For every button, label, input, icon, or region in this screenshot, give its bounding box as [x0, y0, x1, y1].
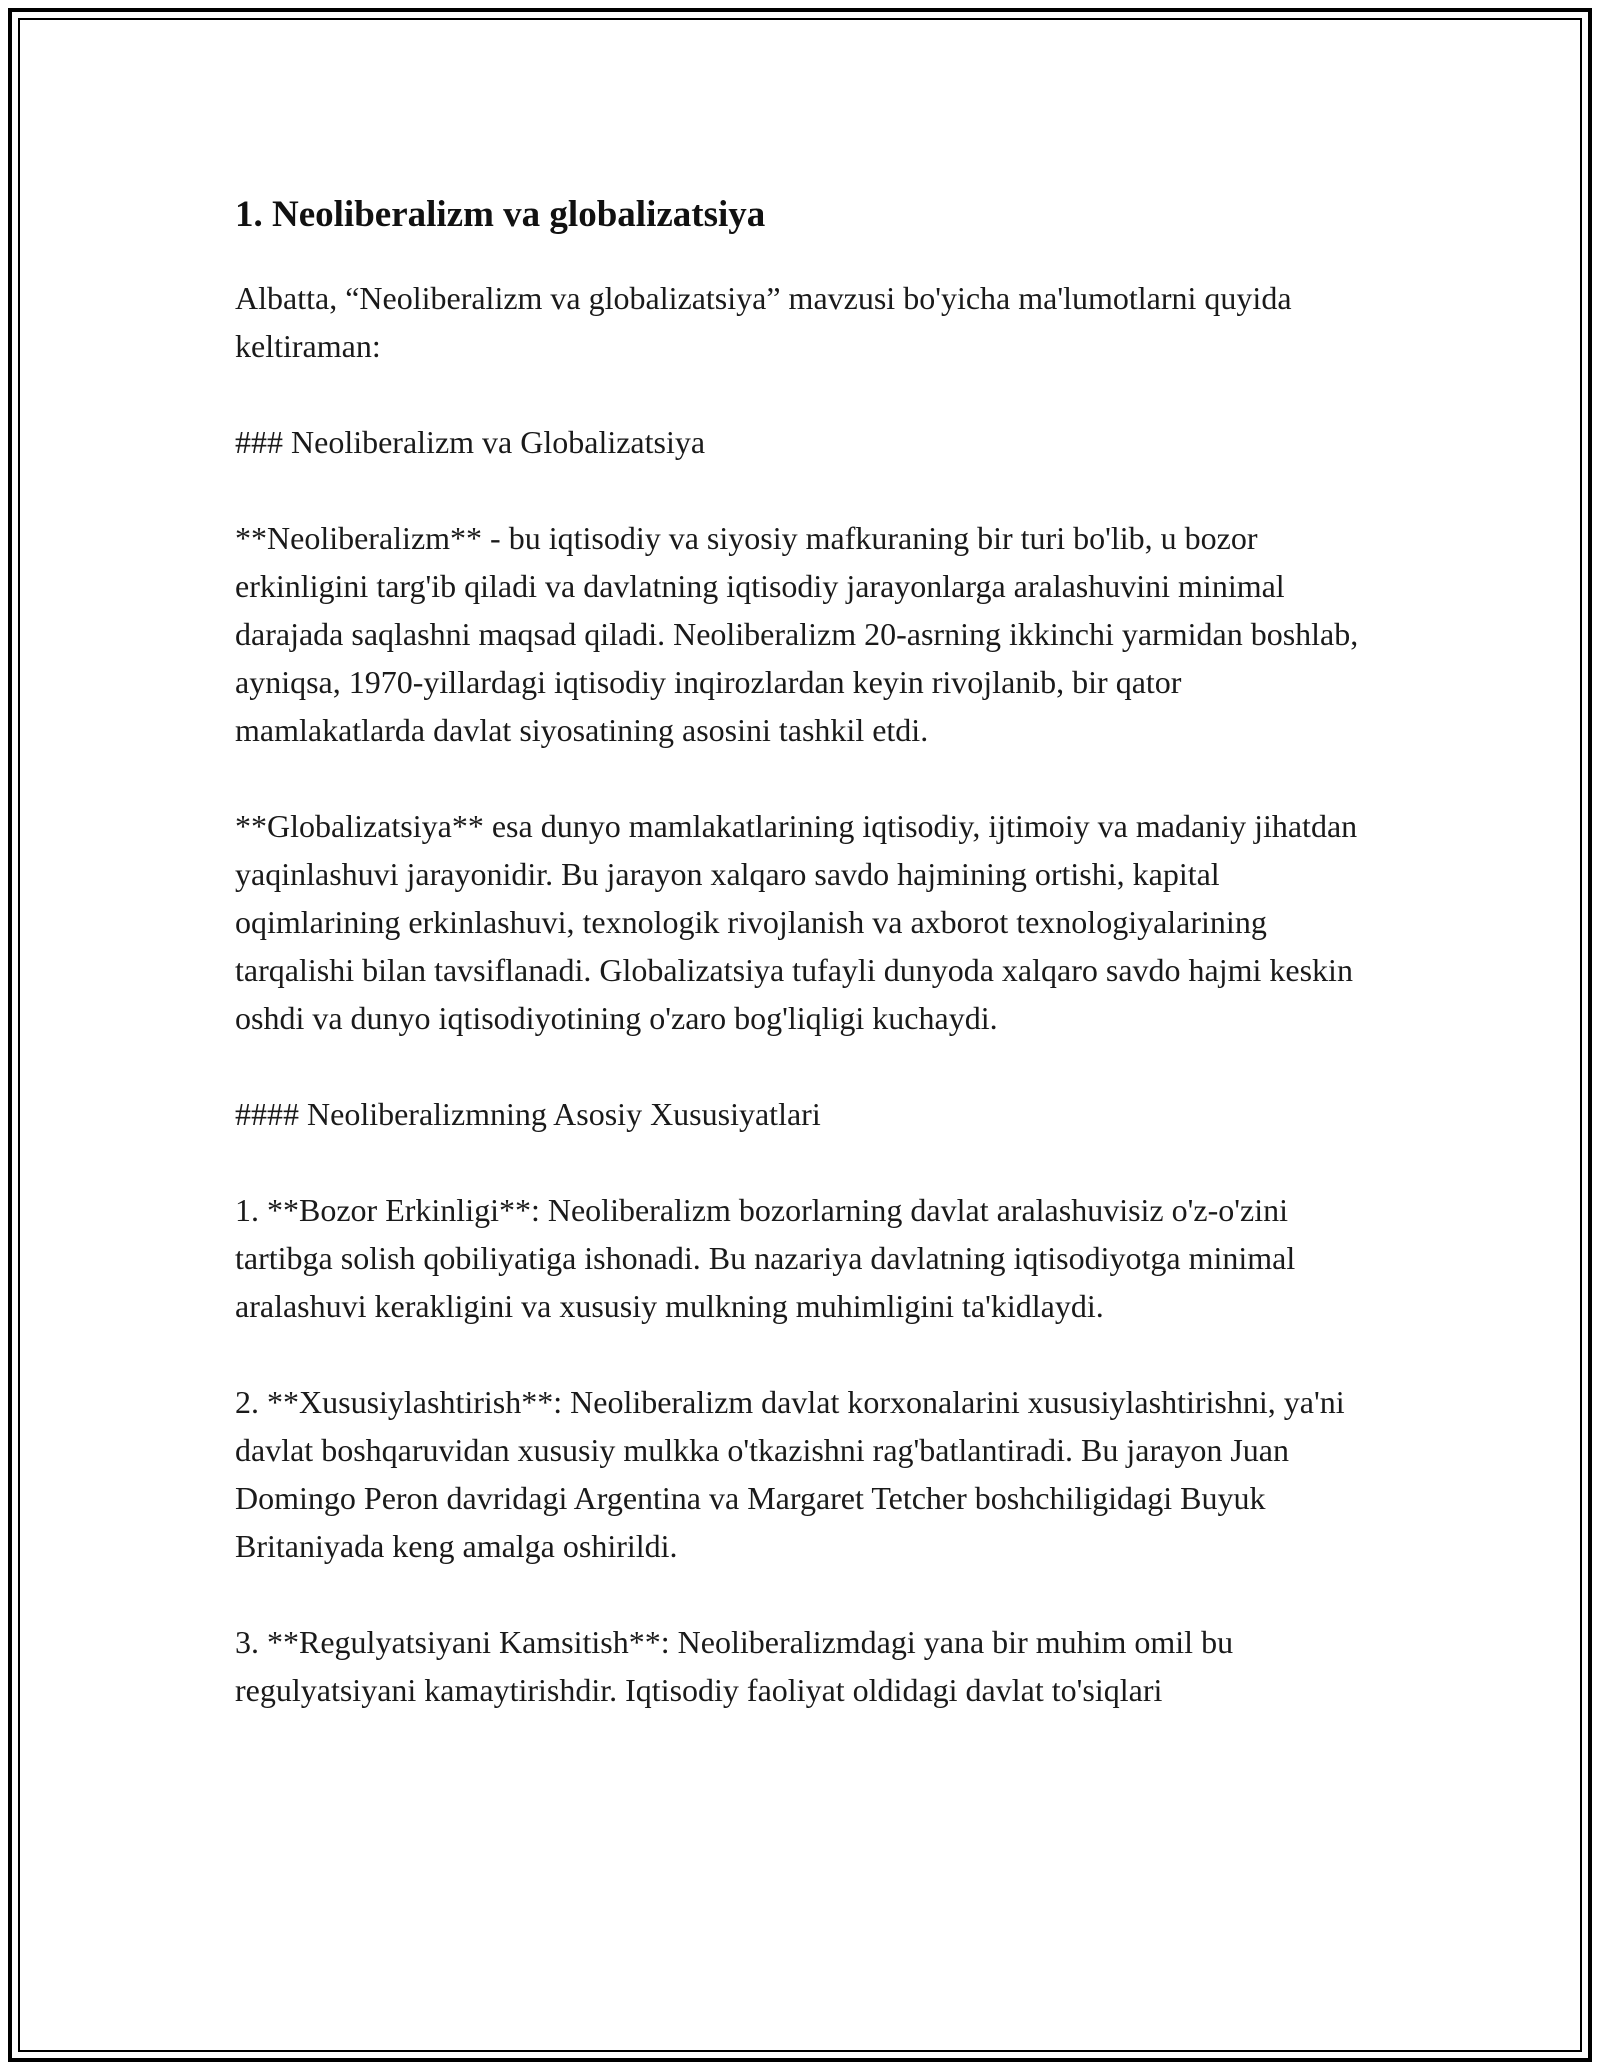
subsection-heading: #### Neoliberalizmning Asosiy Xususiyatlari [235, 1096, 821, 1132]
neoliberalism-paragraph: **Neoliberalizm** - bu iqtisodiy va siyosiy mafkuraning bir turi bo'lib, u bozor erkinligini targ'ib qiladi va davlatning iqtisodiy jarayonlarga aralashuvini minimal darajada saqlashni maqsad qiladi. Neoliberalizm 20-asrning ikkinchi yarmidan boshlab, ayniqsa, 1970-yillardagi iqtisodiy inqirozlardan keyin rivojlanib, bir qator mamlakatlarda davlat siyosatining asosini tashkil etdi. [235, 520, 1359, 748]
globalization-paragraph: **Globalizatsiya** esa dunyo mamlakatlarining iqtisodiy, ijtimoiy va madaniy jihatdan yaqinlashuvi jarayonidir. Bu jarayon xalqaro savdo hajmining ortishi, kapital oqimlarining erkinlashuvi, texnologik rivojlanish va axborot texnologiyalarining tarqalishi bilan tavsiflanadi. Globalizatsiya tufayli dunyoda xalqaro savdo hajmi keskin oshdi va dunyo iqtisodiyotining o'zaro bog'liqligi kuchaydi. [235, 808, 1358, 1036]
intro-paragraph: Albatta, “Neoliberalizm va globalizatsiya” mavzusi bo'yicha ma'lumotlarni quyida keltiraman: [235, 280, 1292, 364]
list-item-regulation: 3. **Regulyatsiyani Kamsitish**: Neoliberalizmdagi yana bir muhim omil bu regulyatsiyani kamaytirishdir. Iqtisodiy faoliyat oldidagi davlat to'siqlari [235, 1624, 1234, 1708]
list-item-market-freedom: 1. **Bozor Erkinligi**: Neoliberalizm bozorlarning davlat aralashuvisiz o'z-o'zini tartibga solish qobiliyatiga ishonadi. Bu nazariya davlatning iqtisodiyotga minimal aralashuvi kerakligini va xususiy mulkning muhimligini ta'kidlaydi. [235, 1192, 1296, 1324]
document-body [235, 190, 1365, 1762]
document-title: 1. Neoliberalizm va globalizatsiya [235, 194, 766, 235]
list-item-privatization: 2. **Xususiylashtirish**: Neoliberalizm davlat korxonalarini xususiylashtirishni, ya'ni davlat boshqaruvidan xususiy mulkka o'tkazishni rag'batlantiradi. Bu jarayon Juan Domingo Peron davridagi Argentina va Margaret Tetcher boshchiligidagi Buyuk Britaniyada keng amalga oshirildi. [235, 1384, 1345, 1564]
section-heading: ### Neoliberalizm va Globalizatsiya [235, 424, 706, 460]
